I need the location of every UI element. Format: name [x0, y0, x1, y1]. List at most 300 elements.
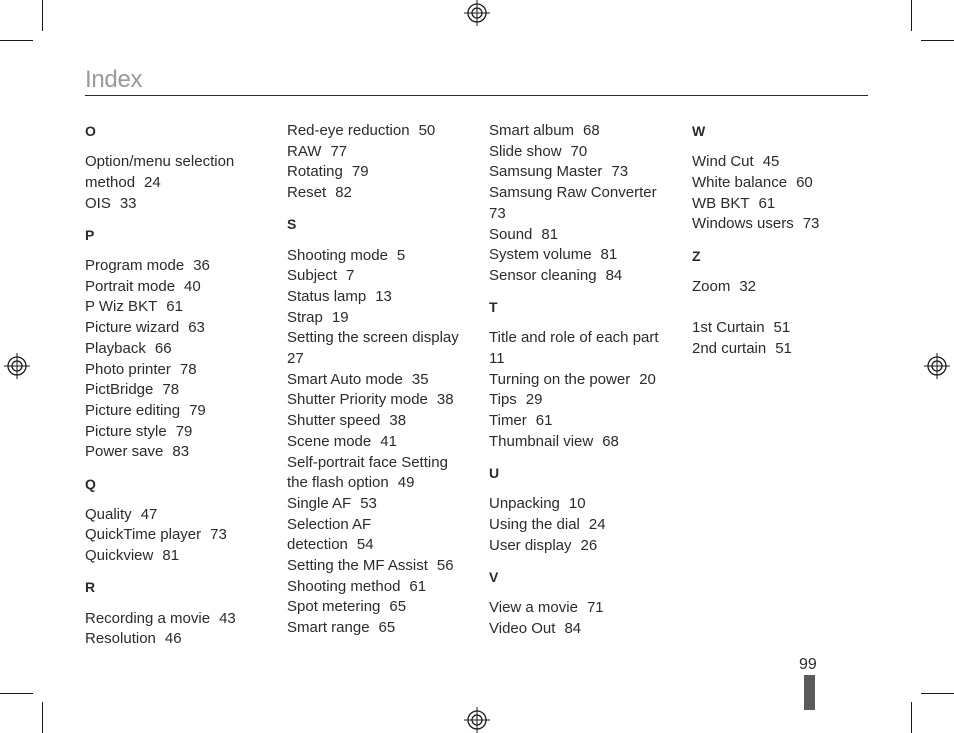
- index-letter-heading: R: [85, 579, 96, 596]
- index-entry-line: [85, 152, 275, 173]
- index-column-1: [85, 121, 275, 650]
- index-entry-line: [85, 380, 275, 401]
- index-page-ref: 66: [154, 339, 172, 357]
- index-page-ref: 26: [580, 536, 598, 554]
- index-entry-term: WB BKT: [692, 194, 750, 212]
- index-entry-line: [489, 162, 679, 183]
- index-entry-line: [287, 183, 477, 204]
- index-entry: [85, 277, 275, 298]
- section-spacer: [692, 235, 882, 246]
- index-entry: [287, 328, 477, 369]
- index-entry: [287, 121, 477, 142]
- index-entry-term: White balance: [692, 173, 788, 191]
- index-page-ref: 19: [331, 308, 349, 326]
- index-entry-line: [489, 328, 679, 349]
- index-entry: [287, 618, 477, 639]
- index-entry-line: [85, 401, 275, 422]
- index-entry: [287, 370, 477, 391]
- index-page-ref: 84: [605, 266, 623, 284]
- index-entry: [692, 214, 882, 235]
- index-entry-term: Red-eye reduction: [287, 122, 410, 139]
- index-page-ref: 61: [535, 412, 553, 430]
- index-entry-line: [287, 287, 477, 308]
- index-entry-term: 73: [489, 204, 506, 222]
- index-entry-line: [489, 536, 679, 557]
- index-entry-term: Resolution: [85, 630, 156, 648]
- index-entry: [489, 411, 679, 432]
- index-entry: [85, 380, 275, 401]
- index-entry-term: Quality: [85, 505, 132, 523]
- index-entry-term: Shooting method: [287, 577, 401, 595]
- crop-mark: [42, 702, 43, 733]
- index-entry-term: Sensor cleaning: [489, 266, 597, 284]
- index-page-ref: 61: [409, 577, 427, 595]
- crop-mark: [921, 40, 954, 41]
- index-entry-term: RAW: [287, 142, 322, 160]
- registration-mark-icon: [4, 353, 30, 379]
- index-entry: [692, 194, 882, 215]
- index-entry-line: [287, 494, 477, 515]
- index-page-ref: 24: [588, 515, 606, 533]
- index-entry: [287, 266, 477, 287]
- title-rule: [85, 95, 868, 96]
- index-entry-term: Quickview: [85, 547, 154, 565]
- index-entry: [489, 536, 679, 557]
- index-entry-term: Picture wizard: [85, 319, 180, 337]
- crop-mark: [0, 693, 33, 694]
- index-entry: [85, 629, 275, 650]
- index-entry-line: [85, 318, 275, 339]
- index-page-ref: 24: [144, 173, 161, 191]
- index-entry-term: Zoom: [692, 277, 731, 295]
- index-entry-line: [85, 297, 275, 318]
- index-entry-term: View a movie: [489, 599, 578, 617]
- index-letter-heading: W: [692, 123, 706, 139]
- index-entry: [287, 577, 477, 598]
- index-entry-term: Video Out: [489, 619, 556, 637]
- index-page-ref: 68: [602, 432, 619, 450]
- index-entry-term: Strap: [287, 308, 323, 326]
- index-entry-line: [287, 473, 477, 494]
- heading-spacer: [692, 142, 882, 153]
- index-entry-term: 27: [287, 350, 304, 368]
- index-page-ref: 51: [775, 339, 792, 357]
- heading-spacer: [85, 142, 275, 153]
- index-page-ref: 79: [175, 422, 193, 440]
- heading-spacer: [85, 598, 275, 609]
- index-entry: [692, 152, 882, 173]
- index-entry-term: OIS: [85, 194, 111, 212]
- index-entry-line: [489, 204, 679, 225]
- index-entry: [692, 277, 882, 298]
- index-entry-line: [692, 214, 882, 235]
- index-page-ref: 60: [796, 173, 813, 191]
- index-entry: [85, 339, 275, 360]
- index-entry-line: [692, 173, 882, 194]
- index-entry: [85, 360, 275, 381]
- index-entry: [692, 318, 882, 339]
- index-page-ref: 68: [583, 122, 600, 139]
- index-entry-line: [692, 339, 882, 360]
- index-entry-term: Program mode: [85, 257, 185, 275]
- section-spacer: [85, 214, 275, 225]
- index-entry-line: [489, 390, 679, 411]
- index-column-4: [692, 121, 882, 360]
- index-entry-term: the flash option: [287, 474, 389, 492]
- blank-line: [692, 297, 882, 318]
- index-entry-line: [692, 152, 882, 173]
- index-entry-term: User display: [489, 536, 572, 554]
- index-entry-line: [692, 318, 882, 339]
- index-entry-term: Status lamp: [287, 287, 367, 305]
- index-entry-line: [489, 266, 679, 287]
- index-entry: [489, 370, 679, 391]
- index-letter-heading: O: [85, 123, 96, 139]
- index-entry-line: [287, 308, 477, 329]
- index-entry: [85, 152, 275, 193]
- index-page-ref: 65: [389, 598, 407, 616]
- index-entry: [489, 225, 679, 246]
- index-entry-term: Title and role of each part: [489, 329, 659, 347]
- index-entry-term: Turning on the power: [489, 370, 631, 388]
- index-entry-line: [287, 411, 477, 432]
- index-entry-line: [287, 535, 477, 556]
- page-tab-marker: [804, 675, 815, 710]
- index-page-ref: 45: [762, 153, 780, 171]
- index-entry-line: [85, 173, 275, 194]
- index-entry: [489, 515, 679, 536]
- index-entry: [85, 194, 275, 215]
- index-entry-line: [85, 422, 275, 443]
- index-entry-term: Sound: [489, 225, 533, 243]
- index-entry: [489, 183, 679, 224]
- index-entry-term: Timer: [489, 412, 527, 430]
- index-entry: [287, 183, 477, 204]
- heading-spacer: [287, 235, 477, 246]
- index-entry-line: [287, 142, 477, 163]
- index-entry-term: Smart range: [287, 619, 370, 637]
- index-entry: [692, 173, 882, 194]
- index-entry: [287, 246, 477, 267]
- index-entry: [85, 256, 275, 277]
- index-entry-term: System volume: [489, 246, 592, 264]
- index-entry-line: [489, 515, 679, 536]
- index-page-ref: 73: [210, 526, 227, 544]
- index-entry: [85, 297, 275, 318]
- index-entry-line: [85, 629, 275, 650]
- index-page-ref: 78: [162, 381, 180, 399]
- section-spacer: [85, 463, 275, 474]
- index-entry-term: Thumbnail view: [489, 432, 594, 450]
- index-entry: [489, 432, 679, 453]
- index-entry: [287, 411, 477, 432]
- index-page-ref: 36: [193, 257, 210, 275]
- index-entry-term: Self-portrait face Setting: [287, 453, 448, 471]
- index-entry-term: Selection AF: [287, 515, 372, 533]
- index-page-ref: 43: [219, 609, 236, 627]
- index-page-ref: 63: [188, 319, 205, 337]
- index-entry-term: Smart Auto mode: [287, 370, 403, 388]
- index-entry-line: [489, 370, 679, 391]
- index-entry-term: Power save: [85, 443, 164, 461]
- heading-spacer: [692, 266, 882, 277]
- index-entry: [287, 515, 477, 556]
- index-entry-term: PictBridge: [85, 381, 154, 399]
- index-entry-line: [489, 245, 679, 266]
- index-entry-line: [85, 442, 275, 463]
- index-entry-term: Tips: [489, 391, 517, 409]
- index-entry: [489, 266, 679, 287]
- index-page-ref: 81: [600, 246, 618, 264]
- index-page-ref: 46: [164, 630, 182, 648]
- registration-mark-icon: [464, 0, 490, 26]
- index-entry: [287, 287, 477, 308]
- index-entry-term: Recording a movie: [85, 609, 211, 627]
- index-entry: [85, 609, 275, 630]
- index-entry-line: [287, 349, 477, 370]
- index-entry-term: Shooting mode: [287, 246, 388, 264]
- index-entry-term: Samsung Master: [489, 163, 603, 181]
- index-page-ref: 32: [739, 277, 757, 295]
- index-entry: [489, 619, 679, 640]
- index-entry-line: [287, 453, 477, 474]
- index-entry-term: 2nd curtain: [692, 339, 767, 357]
- index-entry: [287, 142, 477, 163]
- index-entry-term: Picture editing: [85, 401, 181, 419]
- crop-mark: [0, 40, 33, 41]
- index-page-ref: 56: [436, 557, 454, 575]
- index-page-ref: 53: [360, 494, 377, 512]
- index-entry-term: Windows users: [692, 215, 794, 233]
- index-entry-line: [489, 183, 679, 204]
- index-entry-line: [489, 598, 679, 619]
- index-page-ref: 41: [380, 432, 397, 450]
- index-page-ref: 61: [166, 298, 183, 316]
- index-letter-heading: T: [489, 299, 498, 316]
- index-letter-heading: S: [287, 216, 297, 233]
- index-entry-term: Unpacking: [489, 495, 560, 513]
- index-entry-line: [692, 277, 882, 298]
- index-page-ref: 79: [189, 401, 206, 419]
- heading-spacer: [85, 494, 275, 505]
- index-entry: [287, 390, 477, 411]
- heading-spacer: [489, 318, 679, 329]
- index-entry: [287, 556, 477, 577]
- index-entry-term: Portrait mode: [85, 277, 176, 295]
- index-entry-term: 1st Curtain: [692, 319, 765, 337]
- index-page-ref: 71: [586, 599, 604, 617]
- index-entry-term: QuickTime player: [85, 526, 202, 544]
- index-entry: [85, 401, 275, 422]
- index-page-ref: 78: [179, 360, 197, 378]
- index-entry-line: [489, 121, 679, 142]
- index-entry-term: Option/menu selection: [85, 153, 235, 171]
- index-entry-term: Rotating: [287, 163, 343, 181]
- index-page-ref: 38: [389, 412, 407, 430]
- index-entry-term: Slide show: [489, 142, 562, 160]
- index-page-ref: 83: [172, 443, 190, 461]
- index-entry: [489, 121, 679, 142]
- index-entry: [287, 308, 477, 329]
- index-entry-line: [489, 432, 679, 453]
- index-entry-term: Scene mode: [287, 432, 372, 450]
- index-entry: [85, 422, 275, 443]
- index-page-ref: 84: [564, 619, 582, 637]
- index-page-ref: 73: [802, 215, 820, 233]
- index-entry-line: [287, 121, 477, 142]
- index-entry: [489, 245, 679, 266]
- index-page-ref: 50: [418, 122, 436, 139]
- index-page-ref: 65: [378, 619, 396, 637]
- index-entry-line: [85, 546, 275, 567]
- index-entry: [85, 318, 275, 339]
- index-entry-term: Shutter Priority mode: [287, 391, 428, 409]
- index-entry-term: Using the dial: [489, 515, 580, 533]
- index-entry-line: [287, 515, 477, 536]
- index-page-ref: 79: [351, 163, 369, 181]
- index-page-ref: 82: [335, 184, 352, 202]
- index-entry-line: [287, 432, 477, 453]
- index-page-ref: 33: [119, 194, 137, 212]
- index-entry-term: Smart album: [489, 122, 575, 139]
- index-page-ref: 47: [140, 505, 158, 523]
- heading-spacer: [85, 246, 275, 257]
- index-entry-line: [489, 225, 679, 246]
- index-entry-line: [489, 349, 679, 370]
- index-entry-term: method: [85, 173, 136, 191]
- index-entry: [85, 505, 275, 526]
- index-entry: [287, 453, 477, 494]
- index-entry-line: [287, 597, 477, 618]
- index-page-ref: 10: [568, 495, 586, 513]
- index-entry-term: Photo printer: [85, 360, 171, 378]
- index-entry-term: Picture style: [85, 422, 167, 440]
- heading-spacer: [489, 588, 679, 599]
- index-entry-line: [85, 194, 275, 215]
- index-letter-heading: Z: [692, 247, 701, 264]
- index-page-ref: 81: [541, 225, 559, 243]
- index-column-3: [489, 121, 679, 639]
- index-page-ref: 7: [346, 267, 355, 285]
- index-column-2: [287, 121, 477, 639]
- index-page-ref: 51: [773, 319, 791, 337]
- index-entry: [85, 442, 275, 463]
- section-spacer: [489, 287, 679, 298]
- index-page-ref: 20: [639, 370, 656, 388]
- index-entry-term: Shutter speed: [287, 412, 381, 430]
- index-entry-line: [287, 370, 477, 391]
- section-spacer: [489, 556, 679, 567]
- index-entry: [287, 432, 477, 453]
- index-entry: [489, 494, 679, 515]
- index-page-ref: 29: [525, 391, 543, 409]
- index-entry: [489, 328, 679, 369]
- index-page-ref: 5: [396, 246, 406, 264]
- crop-mark: [911, 702, 912, 733]
- index-entry: [489, 162, 679, 183]
- index-entry-line: [489, 142, 679, 163]
- index-entry-line: [85, 277, 275, 298]
- section-spacer: [85, 567, 275, 578]
- index-entry-term: Single AF: [287, 494, 352, 512]
- page-number: 99: [799, 656, 817, 673]
- index-entry-term: Samsung Raw Converter: [489, 184, 657, 202]
- index-page-ref: 70: [570, 142, 588, 160]
- index-page-ref: 77: [330, 142, 348, 160]
- index-entry-line: [287, 577, 477, 598]
- index-page-ref: 54: [356, 536, 374, 554]
- index-entry: [287, 494, 477, 515]
- index-entry-line: [85, 525, 275, 546]
- index-entry-line: [489, 411, 679, 432]
- index-entry-line: [287, 618, 477, 639]
- index-entry-line: [287, 328, 477, 349]
- index-entry-line: [287, 162, 477, 183]
- registration-mark-icon: [464, 707, 490, 733]
- index-entry-term: Spot metering: [287, 598, 381, 616]
- index-entry-term: detection: [287, 536, 348, 554]
- index-page-ref: 13: [375, 287, 392, 305]
- index-page-ref: 49: [397, 474, 415, 492]
- index-entry-line: [85, 609, 275, 630]
- index-entry-term: Subject: [287, 267, 338, 285]
- crop-mark: [42, 0, 43, 31]
- index-letter-heading: P: [85, 226, 95, 243]
- section-spacer: [489, 453, 679, 464]
- index-entry-term: Reset: [287, 184, 327, 202]
- index-letter-heading: Q: [85, 475, 96, 492]
- index-entry: [692, 339, 882, 360]
- index-entry: [489, 598, 679, 619]
- index-letter-heading: V: [489, 568, 499, 585]
- index-entry-line: [287, 556, 477, 577]
- index-entry-term: Setting the screen display: [287, 329, 459, 347]
- index-entry: [85, 546, 275, 567]
- index-page-ref: 81: [162, 547, 180, 565]
- index-entry-line: [85, 339, 275, 360]
- index-page-ref: 38: [436, 391, 454, 409]
- registration-mark-icon: [924, 353, 950, 379]
- index-entry: [287, 597, 477, 618]
- index-entry-term: Playback: [85, 339, 146, 357]
- index-entry-line: [287, 390, 477, 411]
- index-entry-line: [489, 619, 679, 640]
- crop-mark: [911, 0, 912, 31]
- crop-mark: [921, 693, 954, 694]
- index-entry: [489, 142, 679, 163]
- index-entry-line: [85, 256, 275, 277]
- index-entry-line: [287, 246, 477, 267]
- index-page-ref: 61: [758, 194, 776, 212]
- index-entry-term: 11: [489, 350, 505, 368]
- index-page-ref: 40: [184, 277, 201, 295]
- index-entry-line: [85, 360, 275, 381]
- index-page-ref: 73: [611, 163, 629, 181]
- heading-spacer: [489, 484, 679, 495]
- index-entry-line: [85, 505, 275, 526]
- index-entry-line: [287, 266, 477, 287]
- index-page-ref: 35: [411, 370, 429, 388]
- index-entry-line: [489, 494, 679, 515]
- index-entry-line: [692, 194, 882, 215]
- page-title: Index: [85, 66, 143, 93]
- index-entry-term: P Wiz BKT: [85, 298, 158, 316]
- index-letter-heading: U: [489, 465, 500, 482]
- section-spacer: [287, 204, 477, 215]
- index-entry-term: Setting the MF Assist: [287, 557, 428, 575]
- index-entry: [85, 525, 275, 546]
- index-entry: [287, 162, 477, 183]
